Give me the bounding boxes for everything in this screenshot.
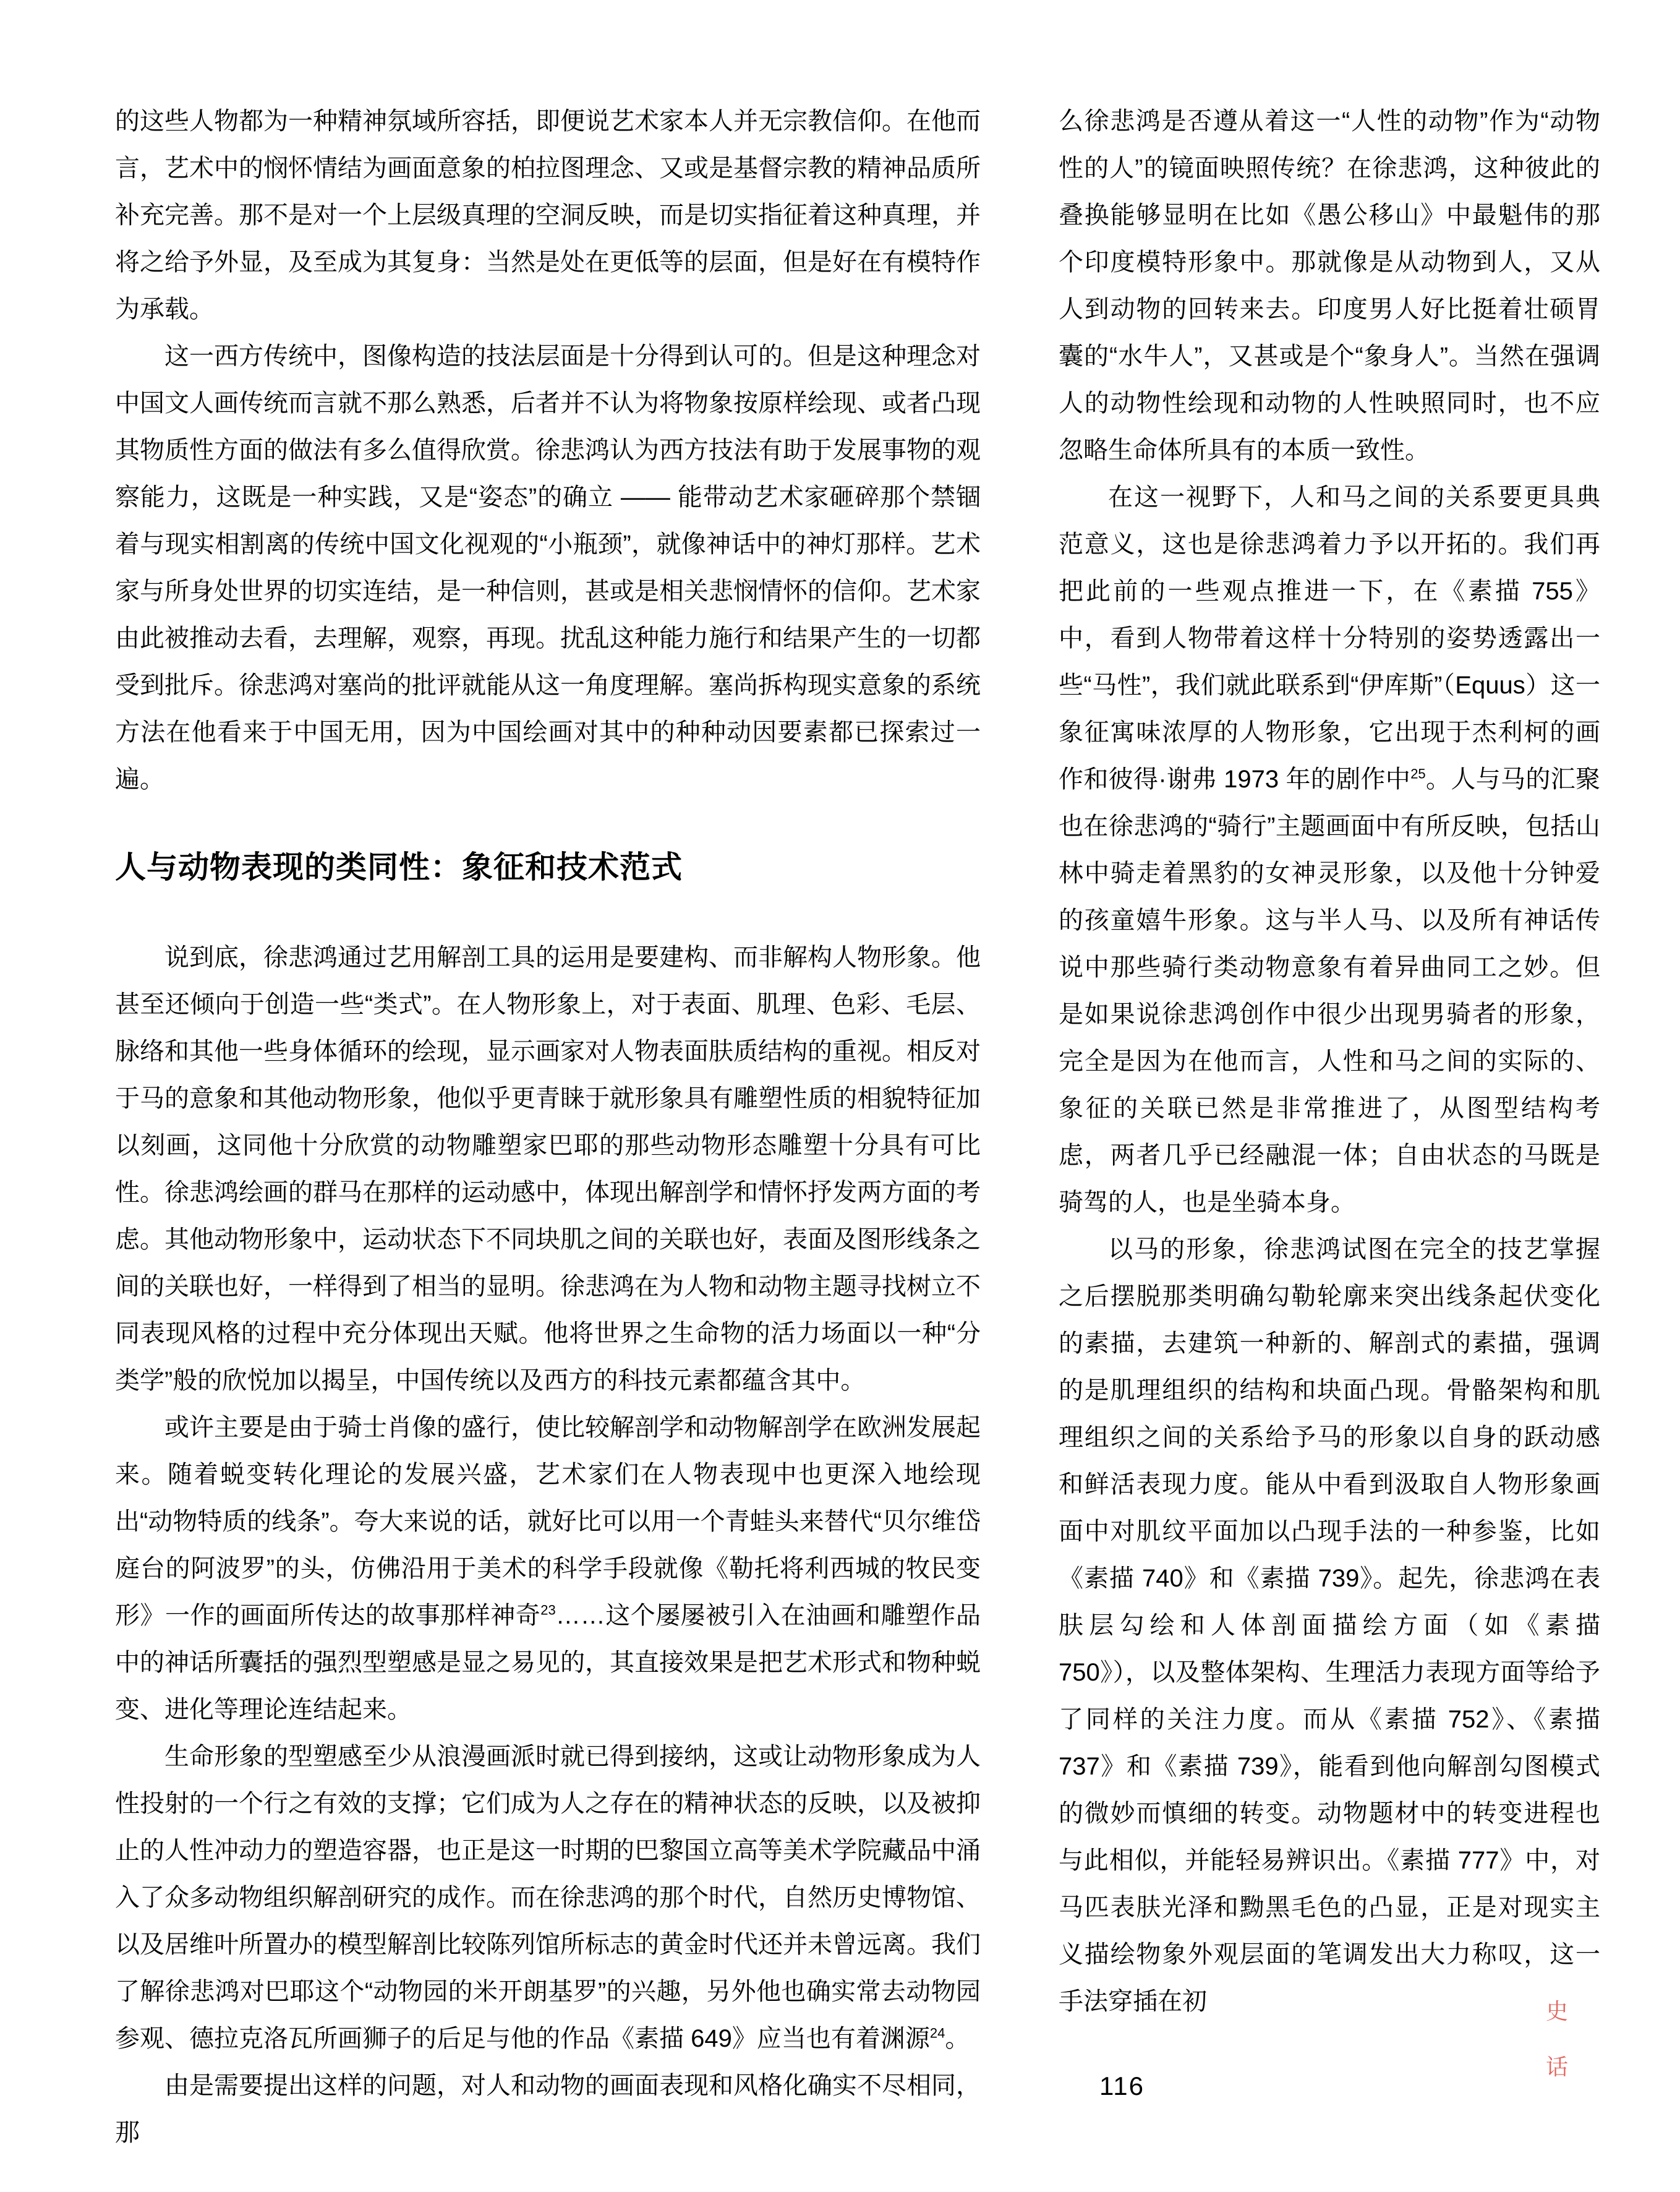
right-column bbox=[1059, 98, 1600, 2025]
footnote-reference: 25 bbox=[1410, 766, 1426, 782]
paragraph: 以马的形象，徐悲鸿试图在完全的技艺掌握之后摆脱那类明确勾勒轮廓来突出线条起伏变化的素描，去建筑一种新的、解剖式的素描，强调的是肌理组织的结构和块面凸现。骨骼架构和肌理组织之间的关系给予马的形象以自身的跃动感和鲜活表现力度。能从中看到汲取自人物形象画面中对肌纹平面加以凸现手法的一种参鉴，比如《素描 740》和《素描 739》。起先，徐悲鸿在表肤层勾绘和人体剖面描绘方面（如《素描 750》），以及整体架构、生理活力表现方面等给予了同样的关注力度。而从《素描 752》、《素描 737》和《素描 739》，能看到他向解剖勾图模式的微妙而慎细的转变。动物题材中的转变进程也与此相似，并能轻易辨识出。《素描 777》中，对马匹表肤光泽和黝黑毛色的凸显，正是对现实主义描绘物象外观层面的笔调发出大力称叹，这一手法穿插在初 bbox=[1059, 1236, 1600, 2015]
paragraph: 在这一视野下，人和马之间的关系要更具典范意义，这也是徐悲鸿着力予以开拓的。我们再把此前的一些观点推进一下，在《素描 755》中，看到人物带着这样十分特别的姿势透露出一些“马性”，我们就此联系到“伊库斯”（Equus）这一象征寓味浓厚的人物形象，它出现于杰利柯的画作和彼得·谢弗 1973 年的剧作中$^{25}$。人与马的汇聚也在徐悲鸿的“骑行”主题画面中有所反映，包括山林中骑走着黑豹的女神灵形象，以及他十分钟爱的孩童嬉牛形象。这与半人马、以及所有神话传说中那些骑行类动物意象有着异曲同工之妙。但是如果说徐悲鸿创作中很少出现男骑者的形象，完全是因为在他而言，人性和马之间的实际的、象征的关联已然是非常推进了，从图型结构考虑，两者几乎已经融混一体；自由状态的马既是骑驾的人，也是坐骑本身。 bbox=[1059, 484, 1600, 1216]
paragraph: 由是需要提出这样的问题，对人和动物的画面表现和风格化确实不尽相同，那 bbox=[115, 2072, 981, 2146]
paragraph: 的这些人物都为一种精神氛域所容括，即便说艺术家本人并无宗教信仰。在他而言，艺术中的悯怀情结为画面意象的柏拉图理念、又或是基督宗教的精神品质所补充完善。那不是对一个上层级真理的空洞反映，而是切实指征着这种真理，并将之给予外显，及至成为其复身：当然是处在更低等的层面，但是好在有模特作为承载。 bbox=[115, 108, 981, 323]
paragraph: 么徐悲鸿是否遵从着这一“人性的动物”作为“动物性的人”的镜面映照传统？在徐悲鸿，这种彼此的叠换能够显明在比如《愚公移山》中最魁伟的那个印度模特形象中。那就像是从动物到人，又从人到动物的回转来去。印度男人好比挺着壮硕胃囊的“水牛人”，又甚或是个“象身人”。当然在强调人的动物性绘现和动物的人性映照同时，也不应忽略生命体所具有的本质一致性。 bbox=[1059, 108, 1600, 464]
footnote-reference: 24 bbox=[929, 2025, 945, 2041]
paragraph: 生命形象的型塑感至少从浪漫画派时就已得到接纳，这或让动物形象成为人性投射的一个行之有效的支撑；它们成为人之存在的精神状态的反映，以及被抑止的人性冲动力的塑造容器，也正是这一时期的巴黎国立高等美术学院藏品中涌入了众多动物组织解剖研究的成作。而在徐悲鸿的那个时代，自然历史博物馆、以及居维叶所置办的模型解剖比较陈列馆所标志的黄金时代还并未曾远离。我们了解徐悲鸿对巴耶这个“动物园的米开朗基罗”的兴趣，另外他也确实常去动物园参观、德拉克洛瓦所画狮子的后足与他的作品《素描 649》应当也有着渊源$^{24}$。 bbox=[115, 1743, 981, 2052]
page-number: 116 bbox=[1099, 2071, 1145, 2100]
section-heading: 人与动物表现的类同性：象征和技术范式 bbox=[115, 850, 683, 884]
paragraph: 说到底，徐悲鸿通过艺用解剖工具的运用是要建构、而非解构人物形象。他甚至还倾向于创造一些“类式”。在人物形象上，对于表面、肌理、色彩、毛层、脉络和其他一些身体循环的绘现，显示画家对人物表面肤质结构的重视。相反对于马的意象和其他动物形象，他似乎更青睐于就形象具有雕塑性质的相貌特征加以刻画，这同他十分欣赏的动物雕塑家巴耶的那些动物形态雕塑十分具有可比性。徐悲鸿绘画的群马在那样的运动感中，体现出解剖学和情怀抒发两方面的考虑。其他动物形象中，运动状态下不同块肌之间的关联也好，表面及图形线条之间的关联也好，一样得到了相当的显明。徐悲鸿在为人物和动物主题寻找树立不同表现风格的过程中充分体现出天赋。他将世界之生命物的活力场面以一种“分类学”般的欣悦加以揭呈，中国传统以及西方的科技元素都蕴含其中。 bbox=[115, 944, 981, 1394]
margin-label-char-1: 史 bbox=[1546, 1998, 1569, 2024]
left-column bbox=[115, 98, 981, 2156]
margin-label-char-2: 话 bbox=[1546, 2054, 1569, 2079]
paragraph: 这一西方传统中，图像构造的技法层面是十分得到认可的。但是这种理念对中国文人画传统而言就不那么熟悉，后者并不认为将物象按原样绘现、或者凸现其物质性方面的做法有多么值得欣赏。徐悲鸿认为西方技法有助于发展事物的观察能力，这既是一种实践，又是“姿态”的确立 —— 能带动艺术家砸碎那个禁锢着与现实相割离的传统中国文化视观的“小瓶颈”，就像神话中的神灯那样。艺术家与所身处世界的切实连结，是一种信则，甚或是相关悲悯情怀的信仰。艺术家由此被推动去看，去理解，观察，再现。扰乱这种能力施行和结果产生的一切都受到批斥。徐悲鸿对塞尚的批评就能从这一角度理解。塞尚拆构现实意象的系统方法在他看来于中国无用，因为中国绘画对其中的种种动因要素都已探索过一遍。 bbox=[115, 343, 981, 793]
margin-label bbox=[1546, 2000, 1568, 2078]
footnote-reference: 23 bbox=[540, 1602, 556, 1618]
paragraph: 或许主要是由于骑士肖像的盛行，使比较解剖学和动物解剖学在欧洲发展起来。随着蜕变转化理论的发展兴盛，艺术家们在人物表现中也更深入地绘现出“动物特质的线条”。夸大来说的话，就好比可以用一个青蛙头来替代“贝尔维岱庭台的阿波罗”的头，仿佛沿用于美术的科学手段就像《勒托将利西城的牧民变形》一作的画面所传达的故事那样神奇$^{23}$……这个屡屡被引入在油画和雕塑作品中的神话所囊括的强烈型塑感是显之易见的，其直接效果是把艺术形式和物种蜕变、进化等理论连结起来。 bbox=[115, 1414, 981, 1723]
